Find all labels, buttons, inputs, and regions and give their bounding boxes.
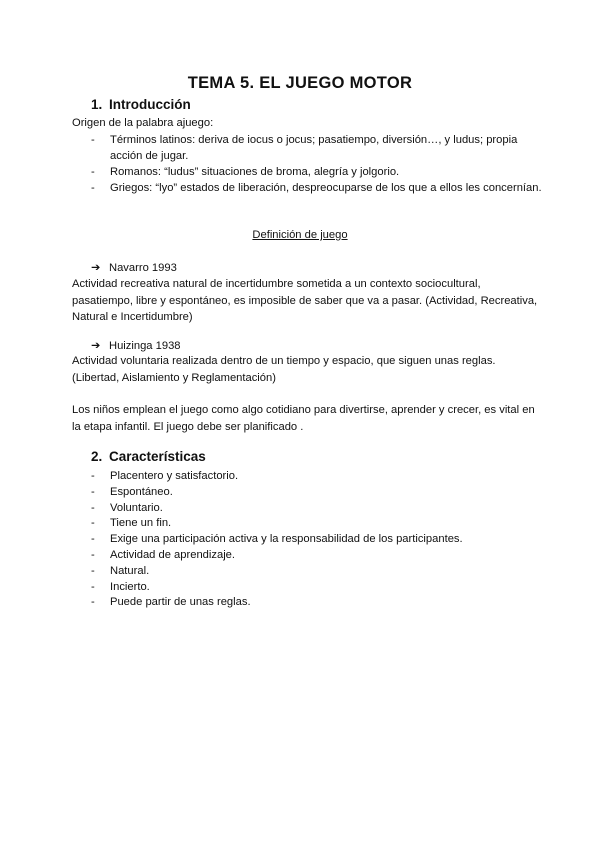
list-item-text: Voluntario. [110,501,163,514]
list-item [91,548,551,564]
author-label: Navarro 1993 [109,262,177,274]
dash-bullet: - [91,580,95,593]
definition-heading: Definición de juego [252,229,348,241]
list-item [91,564,551,580]
dash-bullet: - [91,134,95,146]
list-item [91,485,551,501]
list-item [91,595,551,611]
list-item [91,180,551,196]
section-title: Introducción [109,97,191,112]
dash-bullet: - [91,501,95,514]
definition-author-huizinga [91,338,181,354]
definition-text-navarro: Actividad recreativa natural de incertidumbre sometida a un contexto sociocultural, pasatiempo, libre y espontáneo, es imposible de saber que va a pasar. (Actividad, Recreativa, Natural e Incertidumbre) [72,278,538,324]
list-item-text: Actividad de aprendizaje. [110,548,236,561]
dash-bullet: - [91,548,95,561]
definition-text-huizinga: Actividad voluntaria realizada dentro de un tiempo y espacio, que siguen unas reglas. (Libertad, Aislamiento y Reglamentación) [72,355,496,384]
list-item-text: Griegos: “lyo” estados de liberación, despreocuparse de los que a ellos les concernían. [110,182,542,194]
dash-bullet: - [91,182,95,194]
characteristics-list [91,469,551,611]
list-item [91,501,551,517]
list-item-text: Espontáneo. [110,485,173,498]
list-item-text: Puede partir de unas reglas. [110,596,251,609]
list-item [91,132,551,165]
arrow-icon: ➔ [91,262,101,274]
list-item-text: Términos latinos: deriva de iocus o jocus; pasatiempo, diversión…, y ludus; propia acción de jugar. [110,134,518,163]
dash-bullet: - [91,485,95,498]
list-item-text: Exige una participación activa y la responsabilidad de los participantes. [110,533,463,546]
dash-bullet: - [91,470,95,482]
document-title: TEMA 5. EL JUEGO MOTOR [187,74,413,92]
list-item [91,164,551,180]
list-item-text: Incierto. [110,580,150,593]
list-item-text: Placentero y satisfactorio. [110,470,239,482]
arrow-icon: ➔ [91,340,101,352]
section-title: Características [109,449,206,464]
list-item [91,532,551,548]
dash-bullet: - [91,166,95,178]
dash-bullet: - [91,564,95,577]
section-number: 2. [91,449,103,464]
list-item-text: Tiene un fin. [110,517,172,530]
list-item-text: Natural. [110,564,150,577]
list-item [91,469,551,485]
list-item-text: Romanos: “ludus” situaciones de broma, alegría y jolgorio. [110,166,400,178]
dash-bullet: - [91,596,95,609]
list-item [91,580,551,596]
author-label: Huizinga 1938 [109,340,181,352]
section-heading-introduccion [91,97,191,112]
intro-line: Origen de la palabra ajuego: [72,117,214,129]
dash-bullet: - [91,517,95,530]
list-item [91,516,551,532]
closing-paragraph: Los niños emplean el juego como algo cotidiano para divertirse, aprender y crecer, es vital en la etapa infantil. El juego debe ser planificado . [72,404,535,433]
section-heading-caracteristicas [91,449,206,464]
section-number: 1. [91,97,103,112]
definition-author-navarro [91,260,177,276]
dash-bullet: - [91,533,95,546]
